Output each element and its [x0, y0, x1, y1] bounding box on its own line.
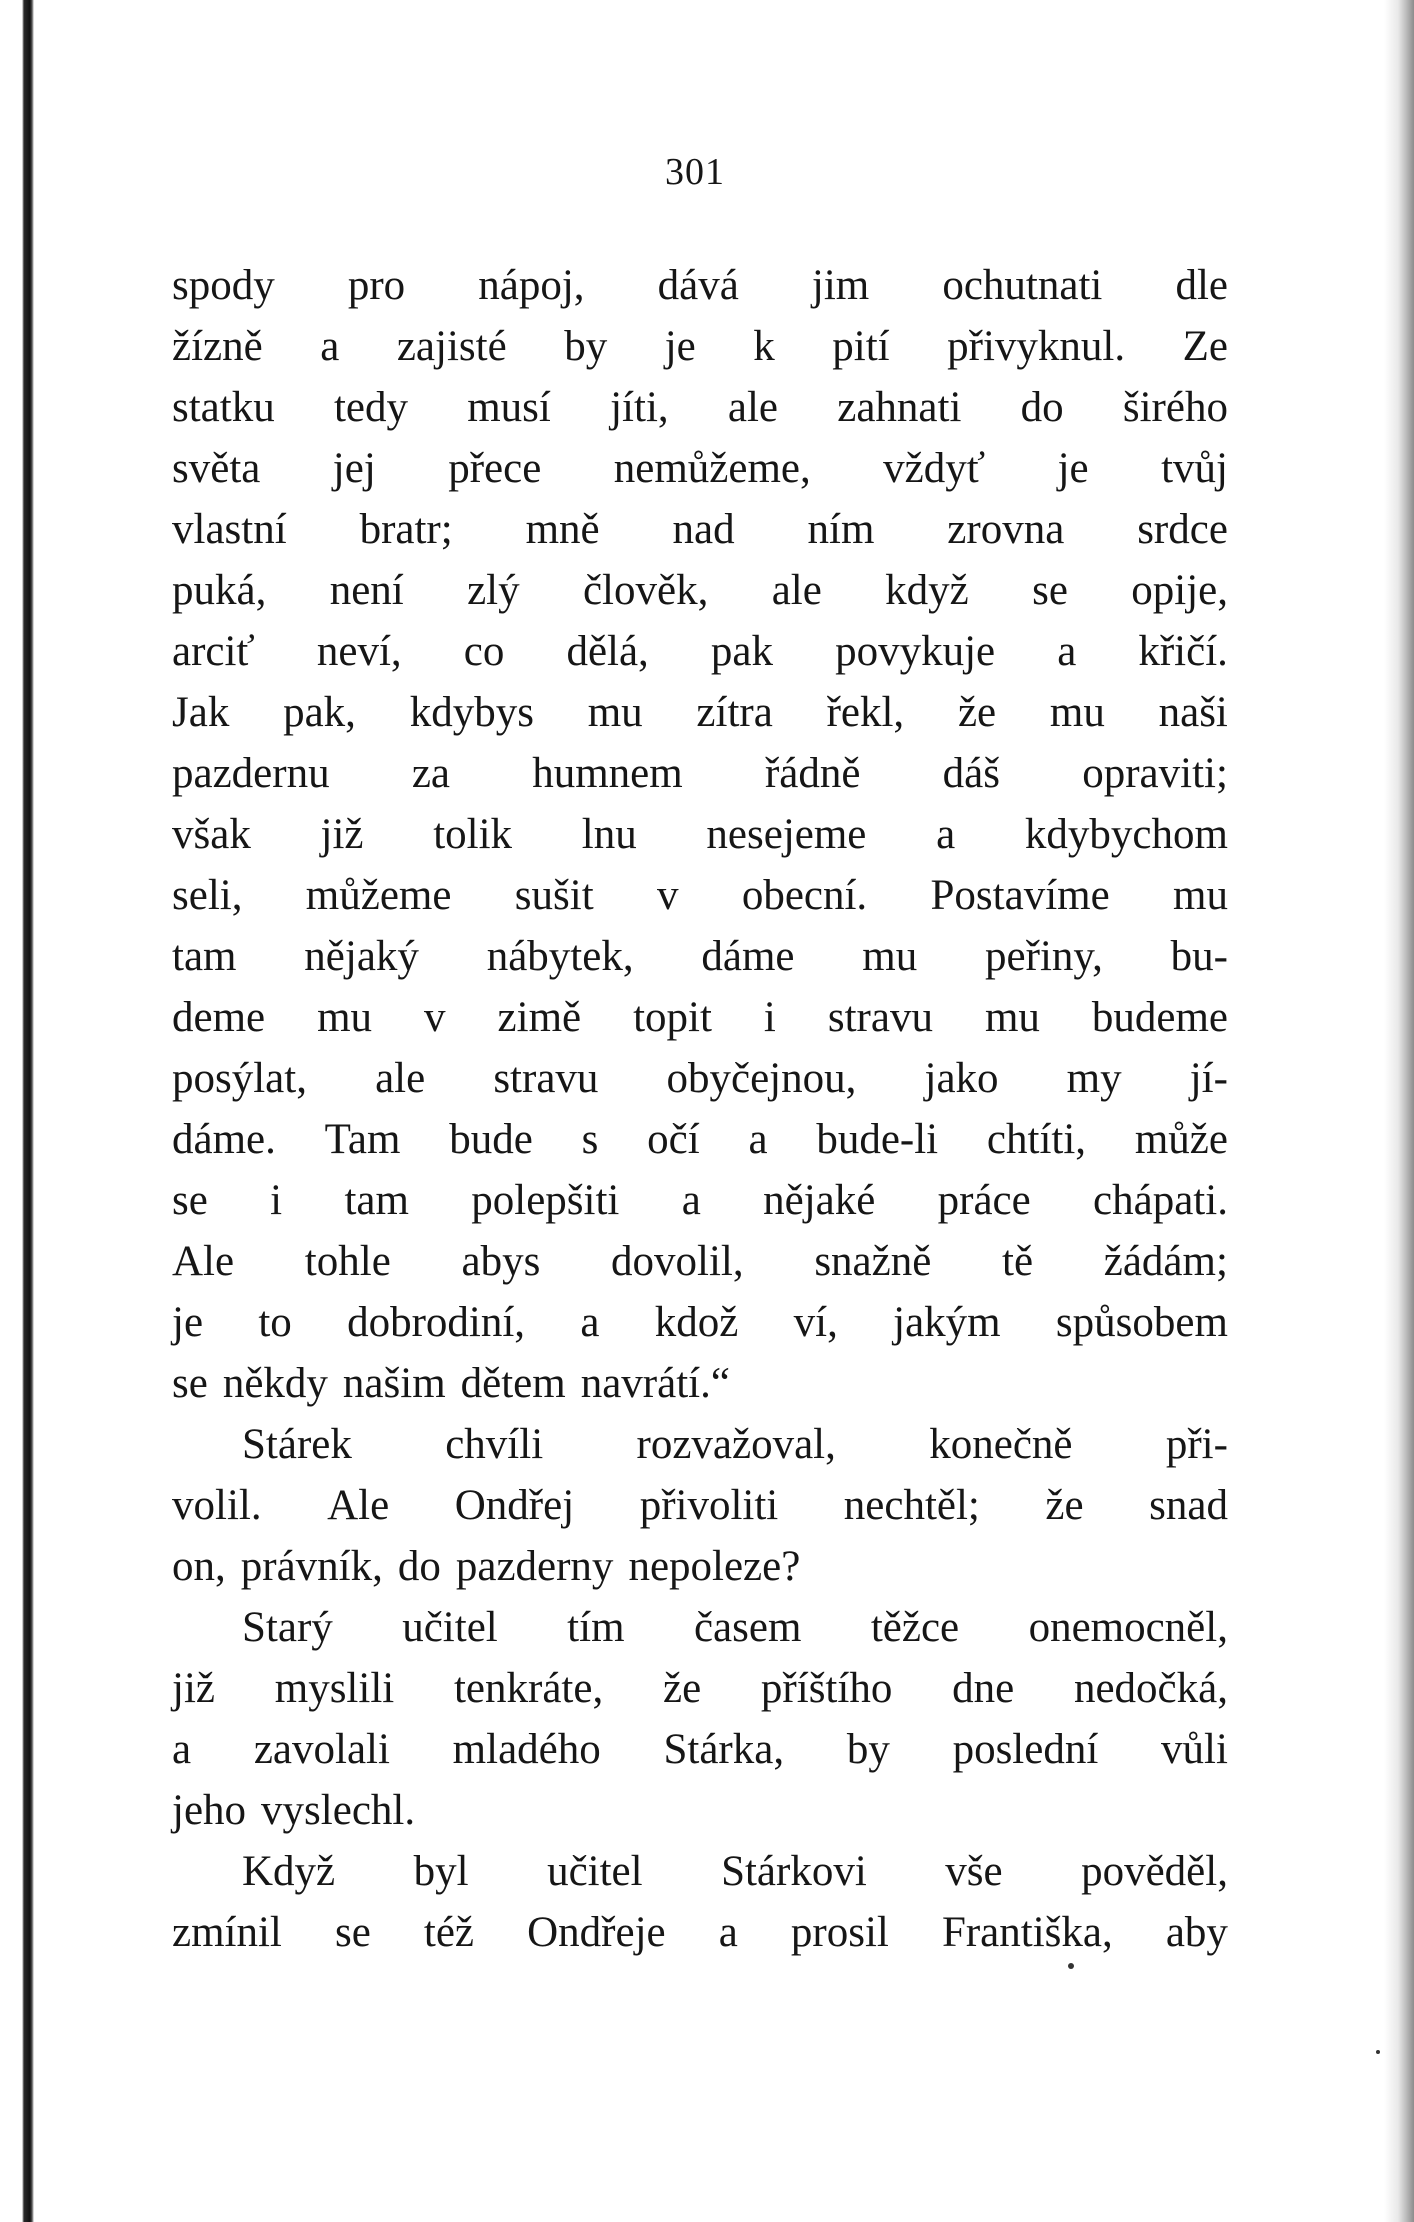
- word: snad: [1149, 1482, 1228, 1529]
- word: co: [463, 628, 505, 675]
- text-line: [172, 499, 1228, 560]
- word: žádám;: [1103, 1238, 1228, 1285]
- word: není: [329, 567, 404, 614]
- word: se: [172, 1177, 208, 1224]
- word: když: [885, 567, 969, 614]
- word: aby: [1165, 1909, 1228, 1956]
- word: peřiny,: [985, 933, 1103, 980]
- paragraph-start-line: [172, 1841, 1228, 1902]
- word: opraviti;: [1082, 750, 1228, 797]
- word: lnu: [581, 811, 637, 858]
- word: puká,: [172, 567, 267, 614]
- word: dobrodiní,: [347, 1299, 526, 1346]
- word: Jak: [172, 689, 230, 736]
- word: humnem: [532, 750, 683, 797]
- paragraph-start-line: [172, 1597, 1228, 1658]
- word: je: [172, 1299, 204, 1346]
- text-line: [172, 1719, 1228, 1780]
- word: již: [320, 811, 364, 858]
- word: mně: [525, 506, 600, 553]
- word: jakým: [893, 1299, 1001, 1346]
- word: práce: [937, 1177, 1031, 1224]
- word: statku: [172, 384, 275, 431]
- word: pak: [710, 628, 773, 675]
- word: budeme: [1091, 994, 1228, 1041]
- word: bu-: [1170, 933, 1228, 980]
- word: učitel: [547, 1848, 643, 1895]
- word: nábytek,: [486, 933, 634, 980]
- text-line: [172, 1658, 1228, 1719]
- word: ním: [807, 506, 875, 553]
- word: spůsobem: [1055, 1299, 1228, 1346]
- word: dává: [657, 262, 739, 309]
- word: světa: [172, 445, 261, 492]
- word: nějaký: [304, 933, 419, 980]
- word: širého: [1122, 384, 1228, 431]
- word: Stárek: [242, 1421, 352, 1468]
- word: byl: [413, 1848, 469, 1895]
- word: posýlat,: [172, 1055, 307, 1102]
- word: tedy: [333, 384, 408, 431]
- word: Stárkovi: [721, 1848, 867, 1895]
- word: poslední: [952, 1726, 1099, 1773]
- word: deme: [172, 994, 266, 1041]
- word: chvíli: [445, 1421, 544, 1468]
- word: onemocněl,: [1028, 1604, 1228, 1651]
- word: dáme.: [172, 1116, 276, 1163]
- word: mu: [317, 994, 373, 1041]
- word: Ondřeje: [527, 1909, 666, 1956]
- word: do: [397, 1543, 441, 1590]
- word: to: [258, 1299, 292, 1346]
- text-line: [172, 926, 1228, 987]
- text-line: [172, 560, 1228, 621]
- text-line: [172, 804, 1228, 865]
- word: nápoj,: [478, 262, 585, 309]
- word: mu: [862, 933, 918, 980]
- word: zrovna: [947, 506, 1065, 553]
- word: se: [334, 1909, 371, 1956]
- word: Ale: [172, 1238, 235, 1285]
- word: ochutnati: [942, 262, 1103, 309]
- word: s: [581, 1116, 599, 1163]
- word: jej: [332, 445, 376, 492]
- word: těžce: [870, 1604, 960, 1651]
- word: povykuje: [835, 628, 996, 675]
- paragraph-start-line: [172, 1414, 1228, 1475]
- word: do: [1020, 384, 1064, 431]
- page-number: 301: [665, 151, 725, 193]
- book-spine-edge: [0, 0, 34, 2222]
- text-line: [172, 743, 1228, 804]
- word: učitel: [402, 1604, 498, 1651]
- word: kdybychom: [1024, 811, 1228, 858]
- word: neví,: [316, 628, 402, 675]
- word: zahnati: [837, 384, 962, 431]
- text-line: [172, 1231, 1228, 1292]
- word: ale: [375, 1055, 426, 1102]
- word: rozvažoval,: [636, 1421, 836, 1468]
- word: obecní.: [741, 872, 868, 919]
- word: navrátí.“: [580, 1360, 730, 1407]
- word: pak,: [283, 689, 356, 736]
- word: můžeme: [305, 872, 452, 919]
- word: Ondřej: [454, 1482, 575, 1529]
- text-line: [172, 438, 1228, 499]
- word: Ale: [327, 1482, 390, 1529]
- text-line: [172, 1109, 1228, 1170]
- word: obyčejnou,: [666, 1055, 857, 1102]
- word: právník,: [240, 1543, 383, 1590]
- word: dne: [952, 1665, 1015, 1712]
- word: se: [1032, 567, 1068, 614]
- word: topit: [633, 994, 712, 1041]
- word: by: [846, 1726, 890, 1773]
- word: bude: [449, 1116, 533, 1163]
- word: Postavíme: [930, 872, 1110, 919]
- word: zavolali: [253, 1726, 390, 1773]
- word: nemůžeme,: [613, 445, 811, 492]
- word: vše: [945, 1848, 1003, 1895]
- word: příštího: [760, 1665, 893, 1712]
- word: vůli: [1161, 1726, 1228, 1773]
- word: pověděl,: [1081, 1848, 1228, 1895]
- word: zimě: [497, 994, 582, 1041]
- word: a: [748, 1116, 768, 1163]
- word: konečně: [929, 1421, 1073, 1468]
- text-line: [172, 1048, 1228, 1109]
- word: řekl,: [826, 689, 905, 736]
- word: při-: [1165, 1421, 1228, 1468]
- word: křičí.: [1138, 628, 1228, 675]
- word: i: [270, 1177, 283, 1224]
- body-text: [172, 255, 1228, 1963]
- text-line: [172, 255, 1228, 316]
- word: Františka,: [941, 1909, 1113, 1956]
- word: mladého: [452, 1726, 601, 1773]
- word: nepoleze?: [628, 1543, 801, 1590]
- word: za: [411, 750, 450, 797]
- word: že: [1045, 1482, 1084, 1529]
- word: člověk,: [582, 567, 709, 614]
- word: pro: [347, 262, 406, 309]
- word: je: [1057, 445, 1089, 492]
- word: musí: [467, 384, 551, 431]
- word: se: [172, 1360, 208, 1407]
- word: pazdernu: [172, 750, 330, 797]
- word: jako: [924, 1055, 999, 1102]
- word: vždyť: [883, 445, 986, 492]
- word: však: [172, 811, 251, 858]
- word: seli,: [172, 872, 243, 919]
- word: snažně: [814, 1238, 932, 1285]
- word: dětem: [460, 1360, 566, 1407]
- word: bude-li: [816, 1116, 939, 1163]
- text-line: [172, 1536, 1228, 1597]
- text-line: [172, 682, 1228, 743]
- word: tě: [1002, 1238, 1034, 1285]
- word: Starý: [242, 1604, 333, 1651]
- word: abys: [461, 1238, 541, 1285]
- word: a: [172, 1726, 192, 1773]
- text-line: [172, 1475, 1228, 1536]
- word: též: [423, 1909, 475, 1956]
- word: tenkráte,: [453, 1665, 604, 1712]
- word: zajisté: [396, 323, 507, 370]
- word: chápati.: [1093, 1177, 1228, 1224]
- word: Ze: [1182, 323, 1228, 370]
- word: dovolil,: [611, 1238, 744, 1285]
- word: našim: [342, 1360, 446, 1407]
- word: chtíti,: [986, 1116, 1087, 1163]
- word: časem: [693, 1604, 802, 1651]
- word: někdy: [222, 1360, 328, 1407]
- word: přivoliti: [639, 1482, 779, 1529]
- word: sušit: [514, 872, 594, 919]
- text-line: [172, 1780, 1228, 1841]
- word: Když: [242, 1848, 336, 1895]
- text-line: [172, 1170, 1228, 1231]
- word: nad: [672, 506, 735, 553]
- word: i: [763, 994, 776, 1041]
- text-line: [172, 621, 1228, 682]
- word: polepšiti: [471, 1177, 620, 1224]
- word: kdybys: [409, 689, 534, 736]
- word: kdož: [654, 1299, 739, 1346]
- text-line: [172, 316, 1228, 377]
- word: mu: [984, 994, 1040, 1041]
- word: pazderny: [455, 1543, 614, 1590]
- word: že: [662, 1665, 702, 1712]
- word: přivyknul.: [947, 323, 1126, 370]
- word: jeho: [172, 1787, 247, 1834]
- word: jí-: [1189, 1055, 1228, 1102]
- word: řádně: [764, 750, 861, 797]
- word: mu: [1173, 872, 1228, 919]
- word: my: [1066, 1055, 1122, 1102]
- word: bratr;: [359, 506, 453, 553]
- word: opije,: [1131, 567, 1228, 614]
- word: nějaké: [763, 1177, 876, 1224]
- word: k: [753, 323, 775, 370]
- word: a: [320, 323, 340, 370]
- text-line: [172, 865, 1228, 926]
- text-line: [172, 377, 1228, 438]
- word: mu: [1049, 689, 1105, 736]
- word: že: [957, 689, 997, 736]
- word: ale: [727, 384, 779, 431]
- word: a: [580, 1299, 600, 1346]
- word: nedočká,: [1073, 1665, 1228, 1712]
- word: vyslechl.: [261, 1787, 416, 1834]
- word: nesejeme: [706, 811, 867, 858]
- word: stravu: [827, 994, 933, 1041]
- word: již: [172, 1665, 215, 1712]
- page-right-edge: [1384, 0, 1414, 2222]
- word: mu: [587, 689, 643, 736]
- word: prosil: [790, 1909, 889, 1956]
- word: pití: [832, 323, 890, 370]
- word: arciť: [172, 628, 255, 675]
- word: v: [656, 872, 679, 919]
- word: zlý: [467, 567, 520, 614]
- text-line: [172, 1902, 1228, 1963]
- word: očí: [647, 1116, 700, 1163]
- word: tohle: [304, 1238, 391, 1285]
- text-line: [172, 1353, 1228, 1414]
- word: dáme: [701, 933, 795, 980]
- word: a: [681, 1177, 701, 1224]
- word: Stárka,: [663, 1726, 785, 1773]
- word: nechtěl;: [843, 1482, 980, 1529]
- word: tolik: [433, 811, 513, 858]
- word: a: [1057, 628, 1077, 675]
- word: přece: [448, 445, 542, 492]
- word: a: [936, 811, 956, 858]
- word: je: [664, 323, 696, 370]
- word: jim: [811, 262, 870, 309]
- word: dáš: [942, 750, 1000, 797]
- word: spody: [172, 262, 275, 309]
- word: on,: [172, 1543, 226, 1590]
- word: volil.: [172, 1482, 262, 1529]
- word: dělá,: [566, 628, 649, 675]
- word: by: [564, 323, 608, 370]
- word: zmínil: [172, 1909, 282, 1956]
- word: myslili: [274, 1665, 395, 1712]
- word: vlastní: [172, 506, 287, 553]
- text-line: [172, 1292, 1228, 1353]
- text-line: [172, 987, 1228, 1048]
- word: v: [424, 994, 446, 1041]
- word: zítra: [696, 689, 773, 736]
- word: srdce: [1137, 506, 1228, 553]
- word: dle: [1175, 262, 1228, 309]
- word: tvůj: [1161, 445, 1228, 492]
- word: může: [1134, 1116, 1228, 1163]
- ink-speck: [1068, 1963, 1074, 1969]
- word: stravu: [493, 1055, 599, 1102]
- word: Tam: [324, 1116, 401, 1163]
- word: tam: [344, 1177, 409, 1224]
- ink-speck: [1376, 2050, 1380, 2054]
- word: naši: [1158, 689, 1228, 736]
- word: ví,: [793, 1299, 838, 1346]
- word: jíti,: [610, 384, 669, 431]
- word: a: [718, 1909, 738, 1956]
- word: tam: [172, 933, 237, 980]
- word: ale: [771, 567, 822, 614]
- word: žízně: [172, 323, 263, 370]
- word: tím: [567, 1604, 625, 1651]
